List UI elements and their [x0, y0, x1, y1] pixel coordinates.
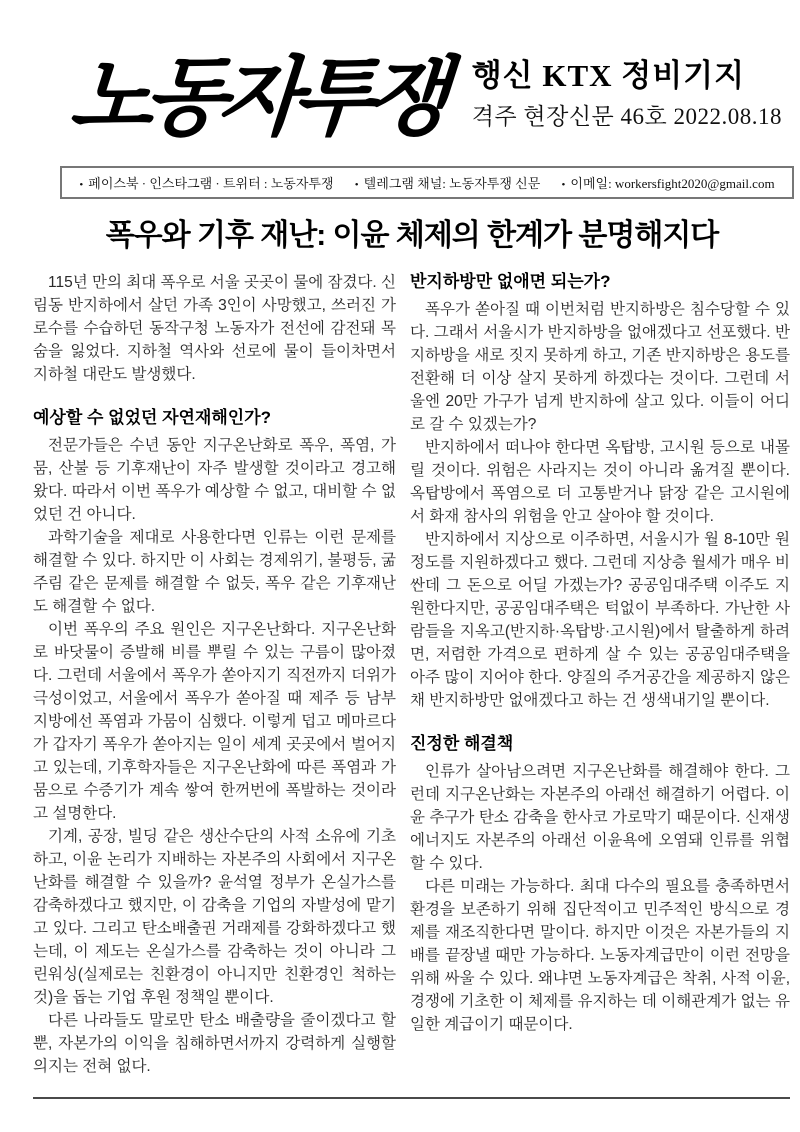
- paragraph: 이번 폭우의 주요 원인은 지구온난화다. 지구온난화로 바닷물이 증발해 비를 뿌릴 수 있는 구름이 많아졌다. 그런데 서울에서 폭우가 쏟아지기 직전까지 더위가 극성이었고, 서울에서 폭우가 쏟아질 때 제주 등 남부 지방에선 폭염과 가뭄이 심했다. 이렇게 덥고 메마르다가 갑자기 폭우가 쏟아지는 일이 세계 곳곳에서 벌어지고 있는데, 기후학자들은 지구온난화에 따른 폭염과 가뭄으로 수증기가 계속 쌓여 한꺼번에 폭발하는 것이라고 설명한다.: [33, 621, 396, 822]
- contact-info-bar: [60, 166, 794, 199]
- section-heading: 진정한 해결책: [410, 734, 514, 753]
- contact-social-text: 페이스북 · 인스타그램 · 트위터 : 노동자투쟁: [88, 176, 334, 191]
- right-column: [410, 271, 790, 1078]
- paragraph: 과학기술을 제대로 사용한다면 인류는 이런 문제를 해결할 수 있다. 하지만 이 사회는 경제위기, 불평등, 굶주림 같은 문제를 해결할 수 없듯, 폭우 같은 기후재난도 해결할 수 없다.: [33, 529, 396, 615]
- newspaper-logo: 노동자투쟁: [66, 48, 444, 148]
- paragraph: 기계, 공장, 빌딩 같은 생산수단의 사적 소유에 기초하고, 이윤 논리가 지배하는 자본주의 사회에서 지구온난화를 해결할 수 있을까? 윤석열 정부가 온실가스를 감축하겠다고 했지만, 이 감축을 기업의 자발성에 맡기고 있다. 그리고 탄소배출권 거래제를 강화하겠다고 했는데, 이 제도는 온실가스를 감축하는 것이 아니라 그린워싱(실제로는 친환경이 아니지만 친환경인 척하는 것)을 돕는 기업 후원 정책일 뿐이다.: [33, 828, 396, 1006]
- masthead-right: [472, 46, 790, 130]
- contact-email-text: 이메일: workersfight2020@gmail.com: [570, 176, 775, 191]
- contact-social: [79, 176, 333, 191]
- main-headline: 폭우와 기후 재난: 이윤 체제의 한계가 분명해지다: [105, 219, 719, 252]
- section-heading: 반지하방만 없애면 되는가?: [410, 272, 611, 291]
- issue-line: 격주 현장신문 46호 2022.08.18: [471, 104, 782, 129]
- contact-email: [562, 176, 775, 191]
- paragraph: 전문가들은 수년 동안 지구온난화로 폭우, 폭염, 가뭄, 산불 등 기후재난이 자주 발생할 것이라고 경고해 왔다. 따라서 이번 폭우가 예상할 수 없고, 대비할 수 없었던 건 아니다.: [33, 437, 396, 523]
- paragraph: 반지하에서 지상으로 이주하면, 서울시가 월 8-10만 원 정도를 지원하겠다고 했다. 그런데 지상층 월세가 매우 비싼데 그 돈으로 어딜 가겠는가? 공공임대주택 이주도 지원한다지만, 공공임대주택은 턱없이 부족하다. 가난한 사람들을 지옥고(반지하·옥탑방·고시원)에서 탈출하게 하려면, 저렴한 가격으로 편하게 살 수 있는 공공임대주택을 아주 많이 지어야 한다. 양질의 주거공간을 제공하지 않은 채 반지하방만 없애겠다고 하는 건 생색내기일 뿐이다.: [410, 531, 790, 709]
- paragraph: 다른 미래는 가능하다. 최대 다수의 필요를 충족하면서 환경을 보존하기 위해 집단적이고 민주적인 방식으로 경제를 재조직한다면 말이다. 하지만 이것은 자본가들의 지배를 끝장낼 때만 가능하다. 노동자계급만이 이런 전망을 위해 싸울 수 있다. 왜냐면 노동자계급은 착취, 사적 이윤, 경쟁에 기초한 이 체제를 유지하는 데 이해관계가 없는 유일한 계급이기 때문이다.: [410, 878, 790, 1033]
- section-heading: 예상할 수 없었던 자연재해인가?: [33, 408, 272, 427]
- paragraph: 115년 만의 최대 폭우로 서울 곳곳이 물에 잠겼다. 신림동 반지하에서 살던 가족 3인이 사망했고, 쓰러진 가로수를 수습하던 동작구청 노동자가 전선에 감전돼 목숨을 잃었다. 지하철 역사와 선로에 물이 들이차면서 지하철 대란도 발생했다.: [33, 274, 396, 383]
- site-name: 행신 KTX 정비기지: [471, 58, 746, 93]
- contact-telegram: [355, 176, 540, 191]
- left-column: [33, 271, 396, 1078]
- paragraph: 다른 나라들도 말로만 탄소 배출량을 줄이겠다고 할 뿐, 자본가의 이익을 침해하면서까지 강력하게 실행할 의지는 전혀 없다.: [33, 1012, 396, 1075]
- paragraph: 폭우가 쏟아질 때 이번처럼 반지하방은 침수당할 수 있다. 그래서 서울시가 반지하방을 없애겠다고 선포했다. 반지하방을 새로 짓지 못하게 하고, 기존 반지하방은 용도를 전환해 더 이상 살지 못하게 하겠다는 것이다. 그런데 서울엔 20만 가구가 넘게 반지하에 살고 있다. 이들이 어디로 갈 수 있겠는가?: [410, 301, 790, 433]
- masthead: [0, 0, 800, 160]
- bullet-icon: •: [354, 179, 359, 191]
- paragraph: 반지하에서 떠나야 한다면 옥탑방, 고시원 등으로 내몰릴 것이다. 위험은 사라지는 것이 아니라 옮겨질 뿐이다. 옥탑방에서 폭염으로 더 고통받거나 닭장 같은 고시원에서 화재 참사의 위험을 안고 살아야 할 것이다.: [410, 439, 790, 525]
- article-body: [33, 271, 790, 1078]
- contact-telegram-text: 텔레그램 채널: 노동자투쟁 신문: [363, 176, 541, 191]
- bottom-divider: [33, 1097, 790, 1099]
- bullet-icon: •: [561, 179, 566, 191]
- bullet-icon: •: [79, 179, 84, 191]
- paragraph: 인류가 살아남으려면 지구온난화를 해결해야 한다. 그런데 지구온난화는 자본주의 아래선 해결하기 어렵다. 이윤 추구가 탄소 감축을 한사코 가로막기 때문이다. 신재생 에너지도 자본주의 아래선 이윤욕에 오염돼 인류를 위협할 수 있다.: [410, 763, 790, 872]
